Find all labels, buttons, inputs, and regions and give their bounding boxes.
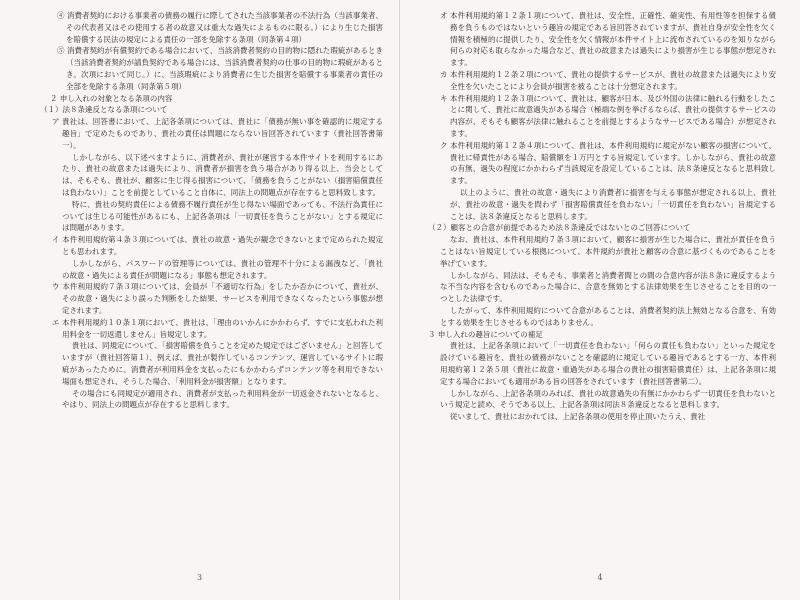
paragraph: したがって、本件利用規約について合意があることは、消費者契約法上無効となる合意を、有効とする効果を生じさせるものではありません。 — [440, 305, 776, 327]
paragraph: キ 本件利用規約１２条３項について、貴社は、顧客が日本、及び外国の法律に触れる行動をしたことに関して、貴社に故意過失がある場合（極端な例を挙げるならば、貴社の提供するサービスの内容が、そもそも顧客が法律に触れることを前提とするようなサービスである場合）が想定されます。 — [440, 93, 776, 138]
page-right-body — [428, 10, 776, 423]
section-heading: ２ 申し入れの対象となる条項の内容 — [50, 93, 173, 103]
paragraph: しかしながら、同法は、そもそも、事業者と消費者間との間の合意内容が法８条に違反するような不当な内容を含むものであった場合に、合意を無効とする法律効果を生じさせることを目的の一つとした法律です。 — [440, 270, 776, 304]
paragraph: カ 本件利用規約１２条２項について、貴社の提供するサービスが、貴社の故意または過失により安全性を欠いたことにより会員が損害を被ることは十分想定されます。 — [440, 69, 776, 91]
paragraph: ク 本件利用規約第１２条４項について、貴社は、本件利用規約に規定がない顧客の損害について、貴社に帰責性がある場合、賠償額を１万円とする旨規定しています。しかしながら、貴社の故意の有無、過失の程度にかかわらず当該規定を設定していることは、法８条違反となると思料致します。 — [440, 140, 776, 186]
paragraph: ウ 本件利用規約７条３項については、会員が「不適切な行為」をしたか否かについて、貴社が、その故意・過失により誤った判断をした結果、サービスを利用できなくなったという事態が想定されます。 — [52, 282, 383, 315]
paragraph: しかしながら、パスワードの管理等については、貴社の管理不十分による漏洩など、「貴社の故意・過失による責任が問題になる」事態も想定されます。 — [62, 258, 383, 280]
paragraph: エ 本件利用規約１０条１項において、貴社は、「理由のいかんにかかわらず、すでに支払われた利用料金を一切返還しません」旨規定します。 — [52, 317, 383, 339]
paragraph: 以上のように、貴社の故意・過失により消費者に損害を与える事態が想定される以上、貴社が、貴社の故意・過失を問わず「損害賠償責任を負わない」「一切責任を負わない」旨規定することは、法８条違反となると思料します。 — [450, 187, 776, 221]
section-heading: ３ 申し入れの趣旨についての補足 — [428, 329, 543, 339]
paragraph: イ 本件利用規約第４条３項については、貴社の故意・過失が観念できないとまで定められた規定とも思われます。 — [52, 235, 383, 256]
paragraph: ④ 消費者契約における事業者の債務の履行に際してされた当該事業者の不法行為（当該事業者、その代表者又はその使用する者の故意又は重大な過失によるものに限る。）により生じた損害を賠償する民法の規定による責任の一部を免除する条項（同条第４項） — [57, 11, 383, 44]
paragraph: 貴社は、上記各条項において「一切責任を負わない」「何らの責任も負わない」といった規定を設けている趣旨を、貴社の債務がないことを確認的に規定している趣旨であるとする一方、本件利用規約第１２条５項（貴社に故意・重過失がある場合の貴社の損害賠償責任）は、上記各条項に規定する場合においても適用がある旨の回答をされています（貴社回答書第二）。 — [440, 341, 776, 386]
paragraph: 従いまして、貴社におかれては、上記各条項の使用を停止頂いたうえ、貴社 — [450, 412, 706, 422]
paragraph: しかしながら、以下述べますように、消費者が、貴社が運営する本件サイトを利用するにあたり、貴社の故意または過失により、消費者が損害を負う場合があり得る以上、当会としては、そもそも、貴社が、顧客に生じ得る損害について、「債務を負うことがない（損害賠償責任は負わない）」ことを前提としていること自体に、同法上の問題点が存在すると思料致します。 — [62, 152, 383, 197]
paragraph: ア 貴社は、回答書において、上記各条項については、貴社に「債務が無い事を確認的に規定する趣旨」で定めたものであり、貴社の責任は問題にならない旨回答されています（貴社回答書第一）。 — [52, 117, 383, 150]
paragraph: なお、貴社は、本件利用規約７条３項において、顧客に損害が生じた場合に、貴社が責任を負うことはない旨規定している根拠について、本件規約が貴社と顧客の合意に基づくものであることを挙げています。 — [440, 235, 776, 268]
paragraph: その場合にも同規定が適用され、消費者が支払った利用料金が一切返金されないとなると、やはり、同法上の問題点が存在すると思料します。 — [62, 388, 383, 410]
paragraph: オ 本件利用規約第１２条１項について、貴社は、安全性、正確性、確実性、有用性等を担保する債務を負うものではないという趣旨の規定である旨回答されていますが、貴社自身が安全性を欠く情報を積極的に提供したり、安全性を欠く情報が本件サイト上に流布されているのを知りながら何らの対応も取らなかった場合など、貴社の故意または過失により損害が生じる事態が想定されます。 — [440, 11, 776, 68]
page-number: 4 — [597, 573, 603, 582]
page-right — [400, 0, 800, 600]
paragraph: 特に、貴社の契約責任による債務不履行責任が生じ得ない場面であっても、不法行為責任については生じる可能性があるにも、上記各条項は「一切責任を負うことがない」とする規定には問題があります。 — [62, 199, 383, 233]
subsection-heading: （１）法８条違反となる条項について — [40, 105, 168, 115]
page-left-body — [40, 10, 383, 411]
paragraph: しかしながら、上記各条項のみれば、貴社の故意過失の有無にかかわらず一切責任を負わないという規定と読め、そうである以上、上記各条項は同法８条違反となると思料します。 — [440, 388, 776, 410]
subsection-heading: （２）顧客との合意が前提であるため法８条違反ではないとのご回答について — [428, 223, 691, 233]
paragraph: ⑤ 消費者契約が有償契約である場合において、当該消費者契約の目的物に隠れた瑕疵があるとき（当該消費者契約が請負契約である場合には、当該消費者契約の仕事の目的物に瑕疵があるとき。次項において同じ。）に、当該瑕疵により消費者に生じた損害を賠償する事業者の責任の全部を免除する条項（同条第５項） — [57, 46, 383, 91]
paragraph: 貴社は、同規定について、「損害賠償を負うことを定めた規定ではございません」と回答していますが（貴社回答第１）、例えば、貴社が製作しているコンテンツ、運営しているサイトに瑕疵があったために、消費者が利用料金を支払ったにもかかわらずコンテンツ等を利用できない場面も想定され、そうした場合、「利用料金が損害額」となります。 — [62, 341, 383, 386]
page-number: 3 — [196, 573, 203, 582]
